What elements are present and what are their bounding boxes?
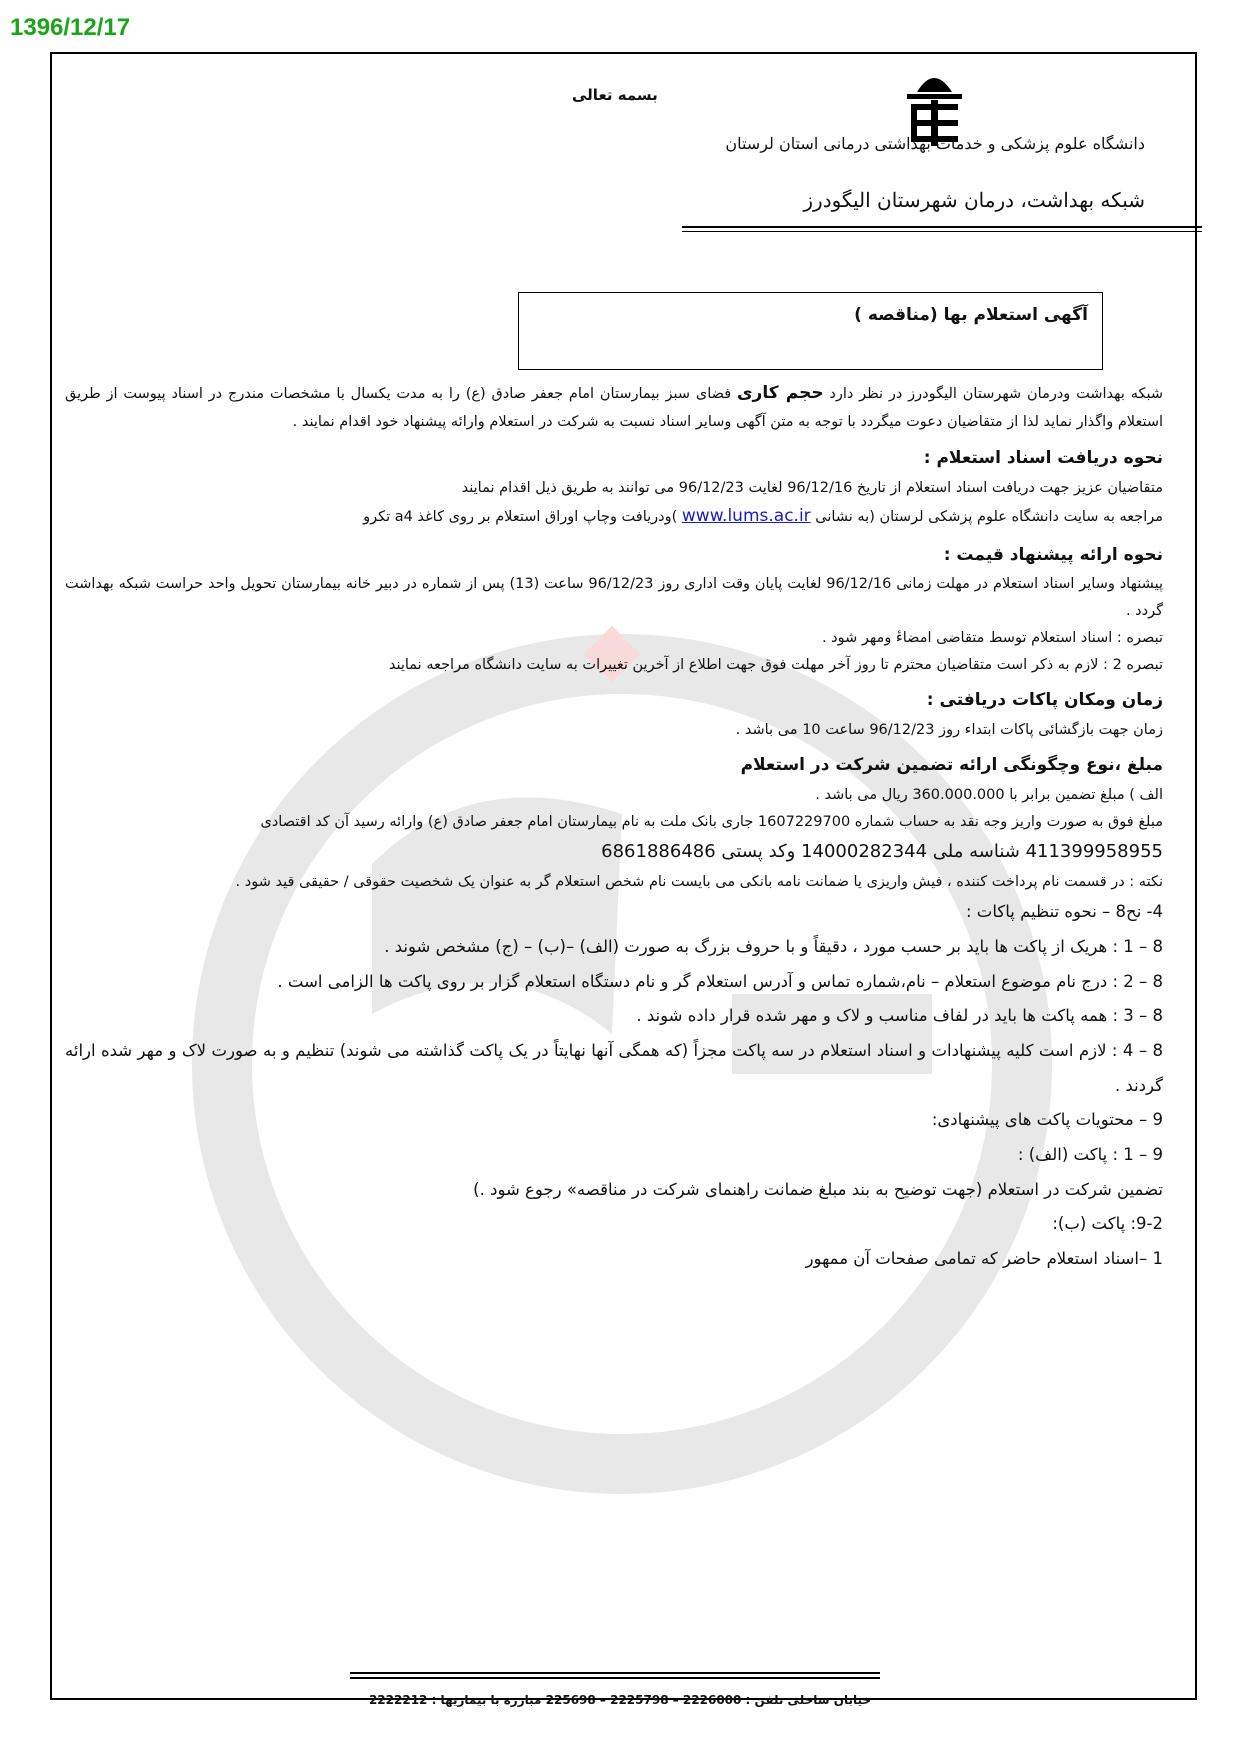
item-9-1-text: تضمین شرکت در استعلام (جهت توضیح به بند مبلغ ضمانت راهنمای شرکت در مناقصه» رجوع شود .): [473, 1179, 1163, 1199]
item-8-1: 8 – 1 : هریک از پاکت ها باید بر حسب مورد ، دقیقاً و با حروف بزرگ به صورت (الف) –(ب) – (ج) مشخص شوند .: [384, 937, 1163, 957]
docs-line-2: مراجعه به سایت دانشگاه علوم پزشکی لرستان (به نشانی www.lums.ac.ir )ودریافت وچاپ اوراق استعلام بر روی کاغذ a4 تکرو: [363, 506, 1163, 527]
network-name: شبکه بهداشت، درمان شهرستان الیگودرز: [803, 188, 1145, 212]
item-8-2: 8 – 2 : درج نام موضوع استعلام – نام،شماره تماس و آدرس استعلام گر و نام دستگاه استعلام گزار بر روی پاکت ها الزامی است .: [277, 971, 1163, 991]
docs-line-1: متقاضیان عزیز جهت دریافت اسناد استعلام از تاریخ 96/12/16 لغایت 96/12/23 می توانند به طریق ذیل اقدام نمایند: [461, 479, 1163, 496]
document-frame: [50, 52, 1197, 1700]
offer-heading: نحوه ارائه پیشنهاد قیمت :: [943, 544, 1163, 565]
date-stamp: 1396/12/17: [10, 14, 131, 41]
bismillah: بسمه تعالی: [572, 86, 658, 104]
item-4: 4- نح8 – نحوه تنظیم پاکات :: [965, 902, 1163, 922]
guarantee-line-1: الف ) مبلغ تضمین برابر با 360.000.000 ریال می باشد .: [815, 786, 1163, 803]
header-divider: [682, 226, 1202, 232]
item-8-4: 8 – 4 : لازم است کلیه پیشنهادات و اسناد استعلام در سه پاکت مجزاً (که همگی آنها نهایتاً در یک پاکت گذاشته می شوند) تنظیم و به صورت لاک و مهر شده ارائه گردند .: [65, 1041, 1163, 1095]
item-9-2-1: 1 –اسناد استعلام حاضر که تمامی صفحات آن ممهور: [805, 1248, 1163, 1268]
item-8-3: 8 – 3 : همه پاکت ها باید در لفاف مناسب و لاک و مهر شده قرار داده شوند .: [636, 1006, 1163, 1026]
title-box: [518, 292, 1103, 370]
guarantee-note: نکته : در قسمت نام پرداخت کننده ، فیش واریزی یا ضمانت نامه بانکی می بایست نام شخص استعلام گر به عنوان یک شخصیت حقوقی / حقیقی قید شود .: [235, 873, 1163, 890]
offer-note-2: تبصره 2 : لازم به ذکر است متقاضیان محترم تا روز آخر مهلت فوق جهت اطلاع از آخرین تغییرات به سایت دانشگاه مراجعه نمایند: [388, 656, 1163, 673]
guarantee-heading: مبلغ ،نوع وچگونگی ارائه تضمین شرکت در استعلام: [740, 755, 1163, 776]
docs-heading: نحوه دریافت اسناد استعلام :: [923, 448, 1163, 469]
document-body: [65, 378, 1163, 1277]
footer-divider: [350, 1672, 880, 1682]
announcement-title: آگهی استعلام بها (مناقصه ): [854, 305, 1088, 325]
guarantee-line-3: 411399958955 شناسه ملی 14000282344 وکد پستی 6861886486: [601, 841, 1163, 863]
university-website-link[interactable]: www.lums.ac.ir: [681, 506, 811, 527]
time-heading: زمان ومکان پاکات دریافتی :: [926, 690, 1163, 711]
offer-note-1: تبصره : اسناد استعلام توسط متقاضی امضاءٔ ومهر شود .: [821, 629, 1163, 646]
item-9-2: 9-2: پاکت (ب):: [1052, 1214, 1163, 1234]
packet-instructions: [65, 895, 1163, 1276]
intro-bold: حجم کاری: [736, 383, 824, 403]
intro-paragraph: شبکه بهداشت ودرمان شهرستان الیگودرز در نظر دارد حجم کاری فضای سبز بیمارستان امام جعفر صادق (ع) را به مدت یکسال با مشخصات مندرج در اسناد پیوست از طریق استعلام واگذار نماید لذا از متقاضیان دعوت میگردد با توجه به متن آگهی وسایر اسناد نسبت به شرکت در استعلام وارائه پیشنهاد خود اقدام نمایند .: [65, 383, 1164, 431]
university-name: دانشگاه علوم پزشکی و خدمات بهداشتی درمانی استان لرستان: [725, 134, 1145, 153]
guarantee-line-2: مبلغ فوق به صورت واریز وجه نقد به حساب شماره 1607229700 جاری بانک ملت به نام بیمارستان امام جعفر صادق (ع) وارائه رسید آن کد اقتصادی: [260, 813, 1163, 830]
offer-line-1: پیشنهاد وسایر اسناد استعلام در مهلت زمانی 96/12/16 لغایت پایان وقت اداری روز 96/12/23 ساعت (13) پس از شماره در دبیر خانه بیمارستان تحویل واحد حراست شبکه بهداشت گردد .: [65, 576, 1163, 619]
item-9: 9 – محتویات پاکت های پیشنهادی:: [931, 1110, 1163, 1130]
item-9-1: 9 – 1 : پاکت (الف) :: [1017, 1144, 1163, 1164]
time-line-1: زمان جهت بازگشائی پاکات ابتداء روز 96/12/23 ساعت 10 می باشد .: [735, 721, 1163, 738]
page: [52, 54, 1195, 1698]
footer-contact: خیابان ساحلی تلفن : 2226000 – 2225798 – 225698 مبارزه با بیماریها : 2222212: [368, 1693, 872, 1707]
